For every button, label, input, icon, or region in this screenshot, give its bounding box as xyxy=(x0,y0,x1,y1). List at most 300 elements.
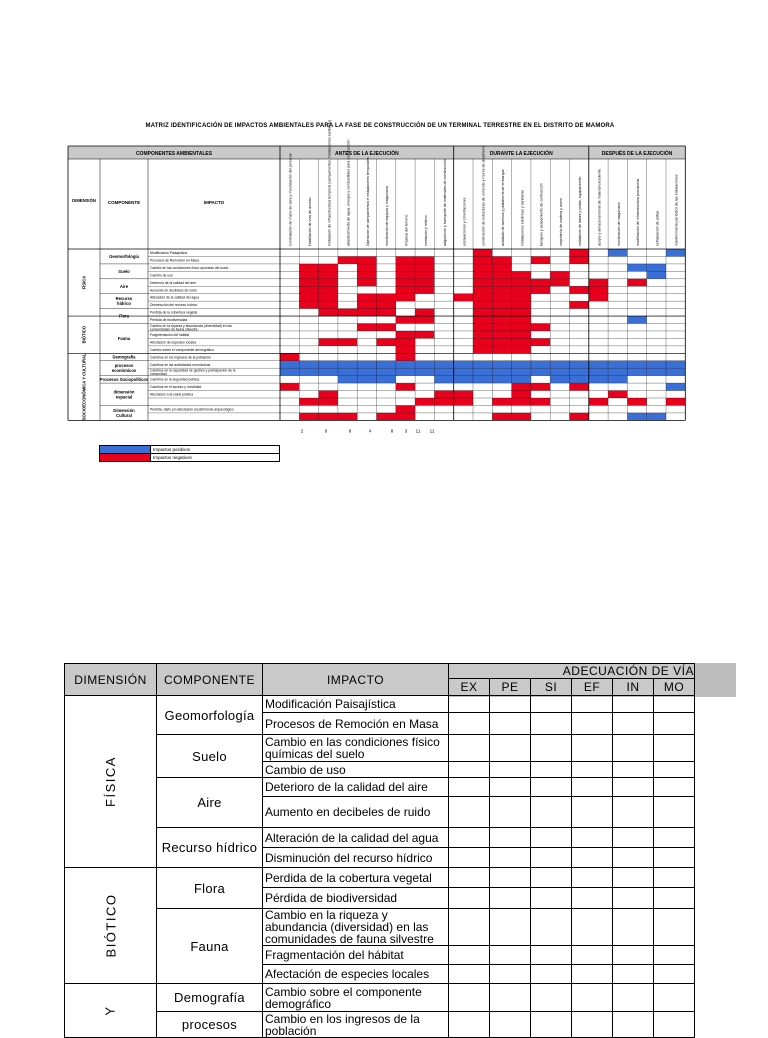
matrix-cell xyxy=(396,413,415,420)
score-cell[interactable] xyxy=(654,762,695,778)
score-cell[interactable] xyxy=(490,909,531,946)
footer-count: 11 xyxy=(429,428,435,434)
score-cell[interactable] xyxy=(654,713,695,735)
score-cell[interactable] xyxy=(572,888,613,909)
component-label: Cultural xyxy=(116,412,132,418)
score-cell[interactable] xyxy=(613,778,654,797)
matrix-cell xyxy=(415,331,434,338)
matrix-cell xyxy=(280,383,299,390)
score-cell[interactable] xyxy=(531,909,572,946)
impact-label: Perdida de la cobertura vegetal xyxy=(150,310,198,315)
matrix-cell xyxy=(589,294,608,301)
header-impact: IMPACTO xyxy=(203,200,225,205)
component-label: Geomorfología xyxy=(109,253,139,259)
impact-label: Alteración de la calidad del agua xyxy=(150,295,200,300)
score-cell[interactable] xyxy=(490,762,531,778)
score-cell[interactable] xyxy=(531,868,572,888)
phase-label-2: DESPUÉS DE LA EJECUCIÓN xyxy=(601,151,673,157)
score-cell[interactable] xyxy=(490,696,531,713)
score-cell[interactable] xyxy=(531,797,572,828)
matrix-cell xyxy=(608,361,627,368)
score-cell[interactable] xyxy=(531,696,572,713)
score-cell[interactable] xyxy=(449,778,490,797)
table-row xyxy=(65,778,695,797)
matrix-cell xyxy=(627,316,646,323)
impact-label: Afectación de especies locales xyxy=(150,340,197,345)
score-cell[interactable] xyxy=(531,713,572,735)
header-component: COMPONENTE xyxy=(107,200,141,205)
matrix-cell xyxy=(319,271,338,278)
matrix-cell xyxy=(570,361,589,368)
matrix-cell xyxy=(319,361,338,368)
matrix-cell xyxy=(492,256,511,263)
matrix-cell xyxy=(531,398,550,405)
score-cell[interactable] xyxy=(490,965,531,984)
activity-label: carpintería de madera y acero xyxy=(558,198,563,246)
table-row xyxy=(65,984,695,1012)
matrix-cell xyxy=(589,376,608,383)
score-cell[interactable] xyxy=(654,965,695,984)
matrix-cell xyxy=(415,398,434,405)
score-cell[interactable] xyxy=(654,868,695,888)
matrix-cell xyxy=(492,331,511,338)
impact-cell: Modificación Paisajística xyxy=(263,696,449,713)
score-cell[interactable] xyxy=(654,696,695,713)
score-cell[interactable] xyxy=(572,762,613,778)
impact-cell: Procesos de Remoción en Masa xyxy=(263,713,449,735)
matrix-cell xyxy=(512,376,531,383)
footer-count: 11 xyxy=(415,428,421,434)
score-cell[interactable] xyxy=(613,696,654,713)
matrix-cell xyxy=(357,324,376,331)
matrix-cell xyxy=(473,346,492,353)
impact-label: Cambios en el acceso y movilidad xyxy=(150,385,202,390)
matrix-cell xyxy=(338,413,357,420)
score-cell[interactable] xyxy=(654,946,695,965)
matrix-cell xyxy=(338,376,357,383)
matrix-cell xyxy=(396,331,415,338)
matrix-cell xyxy=(512,391,531,398)
header-adecuacion: ADECUACIÓN DE VÍA xyxy=(449,664,695,679)
matrix-cell xyxy=(319,368,338,375)
score-cell[interactable] xyxy=(490,984,531,1012)
matrix-cell xyxy=(357,294,376,301)
score-cell[interactable] xyxy=(531,848,572,868)
impact-cell: Fragmentación del hábitat xyxy=(263,946,449,965)
activity-label: limpieza del terreno xyxy=(404,214,409,246)
matrix-cell xyxy=(512,383,531,390)
score-cell[interactable] xyxy=(613,713,654,735)
score-cell[interactable] xyxy=(531,984,572,1012)
score-cell[interactable] xyxy=(654,888,695,909)
score-cell[interactable] xyxy=(572,1012,613,1038)
score-cell[interactable] xyxy=(572,713,613,735)
component-label: Flora xyxy=(118,313,130,319)
matrix-cell xyxy=(396,316,415,323)
matrix-cell xyxy=(280,368,299,375)
score-cell[interactable] xyxy=(613,868,654,888)
score-cell[interactable] xyxy=(490,778,531,797)
footer-count: 2 xyxy=(300,428,304,434)
matrix-cell xyxy=(492,346,511,353)
impact-cell: Cambio en los ingresos de la población xyxy=(263,1012,449,1038)
score-cell[interactable] xyxy=(572,984,613,1012)
score-cell[interactable] xyxy=(613,735,654,762)
matrix-cell xyxy=(299,368,318,375)
score-cell[interactable] xyxy=(654,797,695,828)
matrix-cell xyxy=(299,361,318,368)
matrix-cell xyxy=(357,271,376,278)
activity-label: excavaciones y cimentaciones xyxy=(462,197,467,246)
component-cell: Geomorfología xyxy=(157,696,263,735)
dimension-cell xyxy=(65,984,157,1038)
matrix-cell xyxy=(377,324,396,331)
score-cell[interactable] xyxy=(654,735,695,762)
score-cell[interactable] xyxy=(490,848,531,868)
matrix-cell xyxy=(473,294,492,301)
impact-cell: Cambio en las condiciones físico químicas del suelo xyxy=(263,735,449,762)
component-label: Fauna xyxy=(117,335,131,341)
impact-label: Modificación Paisajística xyxy=(150,251,187,256)
matrix-cell xyxy=(627,279,646,286)
score-cell[interactable] xyxy=(449,762,490,778)
component-label: Dimensión xyxy=(113,407,135,413)
matrix-cell xyxy=(415,279,434,286)
matrix-cell xyxy=(396,346,415,353)
matrix-cell xyxy=(396,338,415,345)
score-cell[interactable] xyxy=(490,1012,531,1038)
phase-label-1: DURANTE LA EJECUCIÓN xyxy=(489,151,553,157)
dimension-cell xyxy=(65,868,157,984)
impact-label: Cambio sobre el componente demográfico xyxy=(150,347,214,352)
impact-cell: Pérdida de biodiversidad xyxy=(263,888,449,909)
score-cell[interactable] xyxy=(613,797,654,828)
score-cell[interactable] xyxy=(490,797,531,828)
score-cell[interactable] xyxy=(449,946,490,965)
matrix-cell xyxy=(512,368,531,375)
detail-body xyxy=(65,696,695,1038)
impact-label: Aumento en decibeles de ruido xyxy=(150,288,197,293)
matrix-cell xyxy=(531,383,550,390)
activity-label: movilización de maquinaria xyxy=(616,202,621,246)
matrix-cell xyxy=(299,301,318,308)
footer-count: 8 xyxy=(390,428,394,434)
component-cell: Demografía xyxy=(157,984,263,1012)
matrix-cell xyxy=(666,361,685,368)
impact-label: Afectación a la salud pública xyxy=(150,392,193,397)
component-cell: procesos xyxy=(157,1012,263,1038)
impact-label: Cambios en los ingresos de la población xyxy=(150,355,211,360)
matrix-cell xyxy=(396,361,415,368)
impact-label: comunidades de fauna silvestre xyxy=(150,327,198,332)
matrix-cell xyxy=(299,398,318,405)
score-cell[interactable] xyxy=(572,868,613,888)
matrix-cell xyxy=(319,309,338,316)
header-mo: MO xyxy=(654,679,695,696)
matrix-cell xyxy=(473,324,492,331)
score-cell[interactable] xyxy=(572,828,613,848)
score-cell[interactable] xyxy=(654,828,695,848)
score-cell[interactable] xyxy=(531,946,572,965)
score-cell[interactable] xyxy=(449,848,490,868)
matrix-cell xyxy=(473,338,492,345)
matrix-cell xyxy=(415,361,434,368)
component-label: Recurso xyxy=(115,296,133,302)
footer-count: 4 xyxy=(368,428,372,434)
header-ex: EX xyxy=(449,679,490,696)
matrix-cell xyxy=(338,368,357,375)
impact-label: Cambio de uso xyxy=(150,273,173,278)
score-cell[interactable] xyxy=(449,909,490,946)
component-label: económicos xyxy=(111,368,137,374)
impact-label: Cambios en la capacidad de gestión y participación de la xyxy=(150,368,236,373)
score-cell[interactable] xyxy=(654,909,695,946)
matrix-cell xyxy=(473,256,492,263)
score-cell[interactable] xyxy=(449,828,490,848)
score-cell[interactable] xyxy=(449,713,490,735)
matrix-cell xyxy=(473,376,492,383)
matrix-cell xyxy=(396,264,415,271)
table-row xyxy=(65,1012,695,1038)
impact-label: Pérdida de biodiversidad xyxy=(150,318,188,323)
score-cell[interactable] xyxy=(449,888,490,909)
score-cell[interactable] xyxy=(490,868,531,888)
matrix-cell xyxy=(434,398,453,405)
score-cell[interactable] xyxy=(613,848,654,868)
matrix-cell xyxy=(492,376,511,383)
matrix-cell xyxy=(396,271,415,278)
legend-item-positive xyxy=(99,445,280,453)
score-cell[interactable] xyxy=(572,909,613,946)
matrix-cell xyxy=(319,264,338,271)
score-cell[interactable] xyxy=(572,735,613,762)
matrix-cell xyxy=(608,391,627,398)
score-cell[interactable] xyxy=(449,984,490,1012)
matrix-cell xyxy=(512,331,531,338)
matrix-cell xyxy=(492,301,511,308)
matrix-cell xyxy=(454,361,473,368)
activity-label: Operación de campamentos e instalaciones temporales xyxy=(365,157,370,246)
activity-label: movilización de equipos y maquinaria xyxy=(385,186,390,246)
activity-label: asfaltado de accesos y plataforma de embarque xyxy=(500,169,505,246)
score-cell[interactable] xyxy=(613,888,654,909)
header-components: COMPONENTES AMBIENTALES xyxy=(135,151,213,157)
matrix-cell xyxy=(415,309,434,316)
legend xyxy=(99,445,280,462)
header-si: SI xyxy=(531,679,572,696)
footer-count: 3 xyxy=(404,428,408,434)
matrix-cell xyxy=(434,368,453,375)
score-cell[interactable] xyxy=(654,778,695,797)
score-cell[interactable] xyxy=(531,888,572,909)
matrix-cell xyxy=(357,309,376,316)
impact-label: Disminución del recurso hídrico xyxy=(150,303,198,308)
score-cell[interactable] xyxy=(490,735,531,762)
score-cell[interactable] xyxy=(449,868,490,888)
matrix-cell xyxy=(434,361,453,368)
score-cell[interactable] xyxy=(654,848,695,868)
matrix-cell xyxy=(492,294,511,301)
matrix-cell xyxy=(377,361,396,368)
score-cell[interactable] xyxy=(490,713,531,735)
score-cell[interactable] xyxy=(531,828,572,848)
matrix-cell xyxy=(434,391,453,398)
matrix-cell xyxy=(454,294,473,301)
table-row xyxy=(65,696,695,713)
score-cell[interactable] xyxy=(654,984,695,1012)
legend-label-negative: Impactos negativos xyxy=(150,454,192,461)
matrix-cell xyxy=(512,338,531,345)
matrix-cell xyxy=(647,413,666,420)
matrix-cell xyxy=(280,353,299,360)
detail-table xyxy=(64,663,695,1038)
table-row xyxy=(65,828,695,848)
score-cell[interactable] xyxy=(654,1012,695,1038)
matrix-cell xyxy=(396,383,415,390)
matrix-cell xyxy=(512,361,531,368)
score-cell[interactable] xyxy=(572,696,613,713)
component-cell: Recurso hídrico xyxy=(157,828,263,868)
score-cell[interactable] xyxy=(572,797,613,828)
matrix-cell xyxy=(512,346,531,353)
table-row xyxy=(65,909,695,946)
activity-label: Habilitación de vías de acceso xyxy=(307,197,312,246)
matrix-cell xyxy=(512,309,531,316)
activity-label: nivelación y relleno xyxy=(423,215,428,246)
matrix-cell xyxy=(299,264,318,271)
dimension-label-1: BIÓTICO xyxy=(81,325,87,344)
matrix-cell xyxy=(319,286,338,293)
dimension-label-2: SOCIOECONÓMICA Y CULTURAL xyxy=(81,353,87,421)
matrix-cell xyxy=(473,361,492,368)
matrix-cell xyxy=(627,361,646,368)
header-pe: PE xyxy=(490,679,531,696)
score-cell[interactable] xyxy=(490,946,531,965)
matrix-cell xyxy=(492,264,511,271)
score-cell[interactable] xyxy=(449,965,490,984)
matrix-cell xyxy=(357,256,376,263)
matrix-cell xyxy=(338,338,357,345)
matrix-cell xyxy=(357,361,376,368)
matrix-cell xyxy=(415,368,434,375)
impact-label: Deterioro de la calidad del aire xyxy=(150,280,196,285)
score-cell[interactable] xyxy=(449,735,490,762)
matrix-cell xyxy=(357,279,376,286)
header-dimension: DIMENSIÓN xyxy=(72,198,96,203)
matrix-cell xyxy=(512,316,531,323)
impact-cell: Alteración de la calidad del agua xyxy=(263,828,449,848)
component-label: procesos xyxy=(114,363,134,369)
matrix-cell xyxy=(531,338,550,345)
matrix-cell xyxy=(531,286,550,293)
score-cell[interactable] xyxy=(449,696,490,713)
score-cell[interactable] xyxy=(572,946,613,965)
matrix-cell xyxy=(512,301,531,308)
activity-label: construcción de estructuras de concreto y muros de albañilería xyxy=(481,145,486,246)
matrix-cell xyxy=(319,391,338,398)
matrix-cell xyxy=(608,368,627,375)
score-cell[interactable] xyxy=(572,778,613,797)
score-cell[interactable] xyxy=(613,965,654,984)
score-cell[interactable] xyxy=(531,1012,572,1038)
score-cell[interactable] xyxy=(531,965,572,984)
matrix-cell xyxy=(570,368,589,375)
impact-label: Cambios en las actividades económicas xyxy=(150,362,211,367)
matrix-cell xyxy=(377,413,396,420)
matrix-cell xyxy=(377,294,396,301)
impact-label: Cambios en la seguridad pública xyxy=(150,377,200,382)
table-row xyxy=(65,735,695,762)
score-cell[interactable] xyxy=(490,828,531,848)
matrix-cell xyxy=(473,309,492,316)
matrix-cell xyxy=(531,368,550,375)
score-cell[interactable] xyxy=(613,984,654,1012)
matrix-cell xyxy=(570,256,589,263)
matrix-cell xyxy=(299,294,318,301)
score-cell[interactable] xyxy=(490,888,531,909)
matrix-cell xyxy=(377,309,396,316)
matrix-cell xyxy=(492,338,511,345)
matrix-cell xyxy=(357,264,376,271)
matrix-cell xyxy=(357,376,376,383)
impact-cell: Cambio en la riqueza y abundancia (diversidad) en las comunidades de fauna silvestre xyxy=(263,909,449,946)
matrix-cell xyxy=(454,391,473,398)
score-cell[interactable] xyxy=(613,909,654,946)
legend-item-negative xyxy=(99,453,280,462)
matrix-cell xyxy=(492,316,511,323)
score-cell[interactable] xyxy=(613,828,654,848)
header-in: IN xyxy=(613,679,654,696)
score-cell[interactable] xyxy=(572,848,613,868)
matrix-cell xyxy=(492,309,511,316)
dimension-label-0: FÍSICA xyxy=(81,275,87,290)
matrix-cell xyxy=(473,271,492,278)
activity-label: abastecimiento de agua, energía y combustibles para construcción xyxy=(346,139,351,246)
matrix-cell xyxy=(608,376,627,383)
impact-label: Cambio en la riqueza y abundancia (diversidad) en las xyxy=(150,323,232,328)
score-cell[interactable] xyxy=(572,965,613,984)
impact-cell: Cambio de uso xyxy=(263,762,449,778)
matrix-cell xyxy=(550,279,569,286)
matrix-cell xyxy=(473,331,492,338)
matrix-cell xyxy=(608,249,627,256)
score-cell[interactable] xyxy=(531,762,572,778)
matrix-cell xyxy=(396,368,415,375)
matrix-cell xyxy=(377,338,396,345)
score-cell[interactable] xyxy=(613,1012,654,1038)
matrix-cell xyxy=(377,376,396,383)
matrix-cell xyxy=(299,413,318,420)
score-cell[interactable] xyxy=(531,735,572,762)
matrix-cell xyxy=(627,368,646,375)
header-ef: EF xyxy=(572,679,613,696)
matrix-cell xyxy=(627,413,646,420)
impact-label: Cambio en las condiciones físico químicas del suelo xyxy=(150,265,229,270)
matrix-cell xyxy=(512,286,531,293)
score-cell[interactable] xyxy=(613,762,654,778)
matrix-cell xyxy=(473,286,492,293)
matrix-cell xyxy=(473,316,492,323)
matrix-cell xyxy=(647,271,666,278)
matrix-cell xyxy=(454,398,473,405)
matrix-cell xyxy=(319,294,338,301)
score-cell[interactable] xyxy=(531,778,572,797)
matrix-cell xyxy=(666,398,685,405)
score-cell[interactable] xyxy=(613,946,654,965)
score-cell[interactable] xyxy=(449,1012,490,1038)
matrix-cell xyxy=(627,264,646,271)
score-cell[interactable] xyxy=(449,797,490,828)
